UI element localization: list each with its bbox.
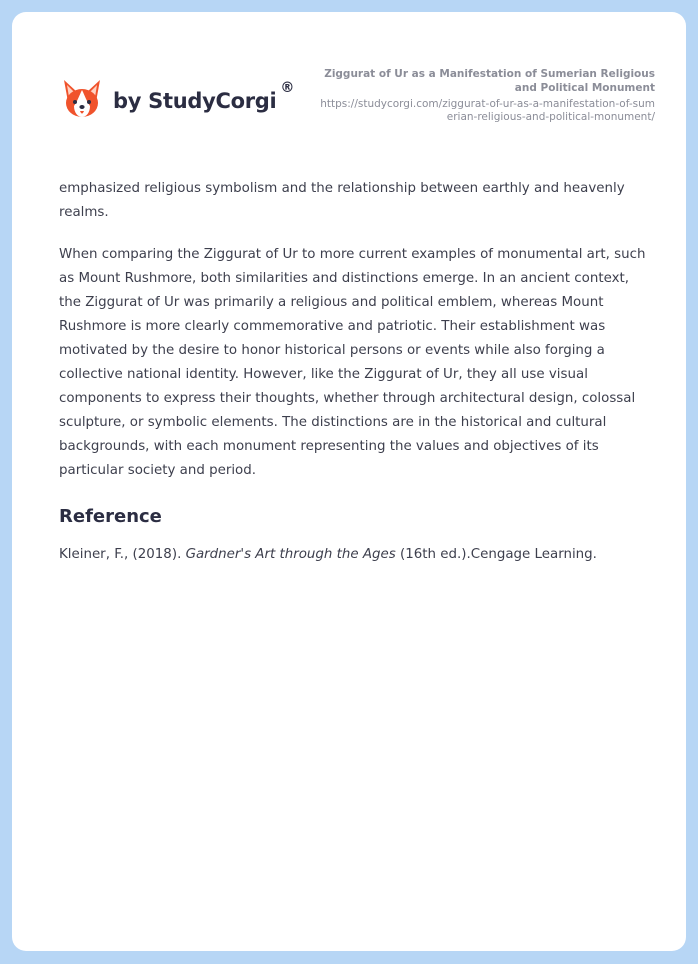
reference-heading: Reference: [59, 506, 162, 527]
body-paragraph: When comparing the Ziggurat of Ur to more current examples of monumental art, such as Mount Rushmore, both similarities and distinctions emerge. In an ancient context, the Ziggurat of Ur was primarily a religious and political emblem, whereas Mount Rushmore is more clearly commemorative and patriotic. Their establishment was motivated by the desire to honor historical persons or events while also forging a collective national identity. However, like the Ziggurat of Ur, they all use visual components to express their thoughts, whether through architectural design, colossal sculpture, or symbolic elements. The distinctions are in the historical and cultural backgrounds, with each monument representing the values and objectives of its particular society and period.: [59, 247, 646, 478]
document-page: [12, 12, 686, 951]
reference-entry: [59, 543, 653, 567]
brand-name: by StudyCorgi: [113, 89, 277, 113]
studycorgi-logo[interactable]: [60, 76, 295, 120]
document-url-link[interactable]: https://studycorgi.com/ziggurat-of-ur-as-a-manifestation-of-sumerian-religious-and-political-monument/: [320, 98, 655, 123]
body-paragraph: emphasized religious symbolism and the relationship between earthly and heavenly realms.: [59, 181, 625, 220]
reference-publisher: (16th ed.).Cengage Learning.: [395, 547, 597, 562]
reference-author-year: Kleiner, F., (2018): [59, 547, 178, 562]
page-header: [12, 12, 686, 152]
reference-title: Gardner's Art through the Ages: [185, 547, 396, 562]
corgi-logo-icon: [60, 76, 104, 120]
reference-separator: .: [177, 547, 186, 562]
document-body: [59, 177, 653, 585]
document-title: Ziggurat of Ur as a Manifestation of Sumerian Religious and Political Monument: [324, 68, 655, 94]
registered-mark: ®: [280, 80, 295, 96]
